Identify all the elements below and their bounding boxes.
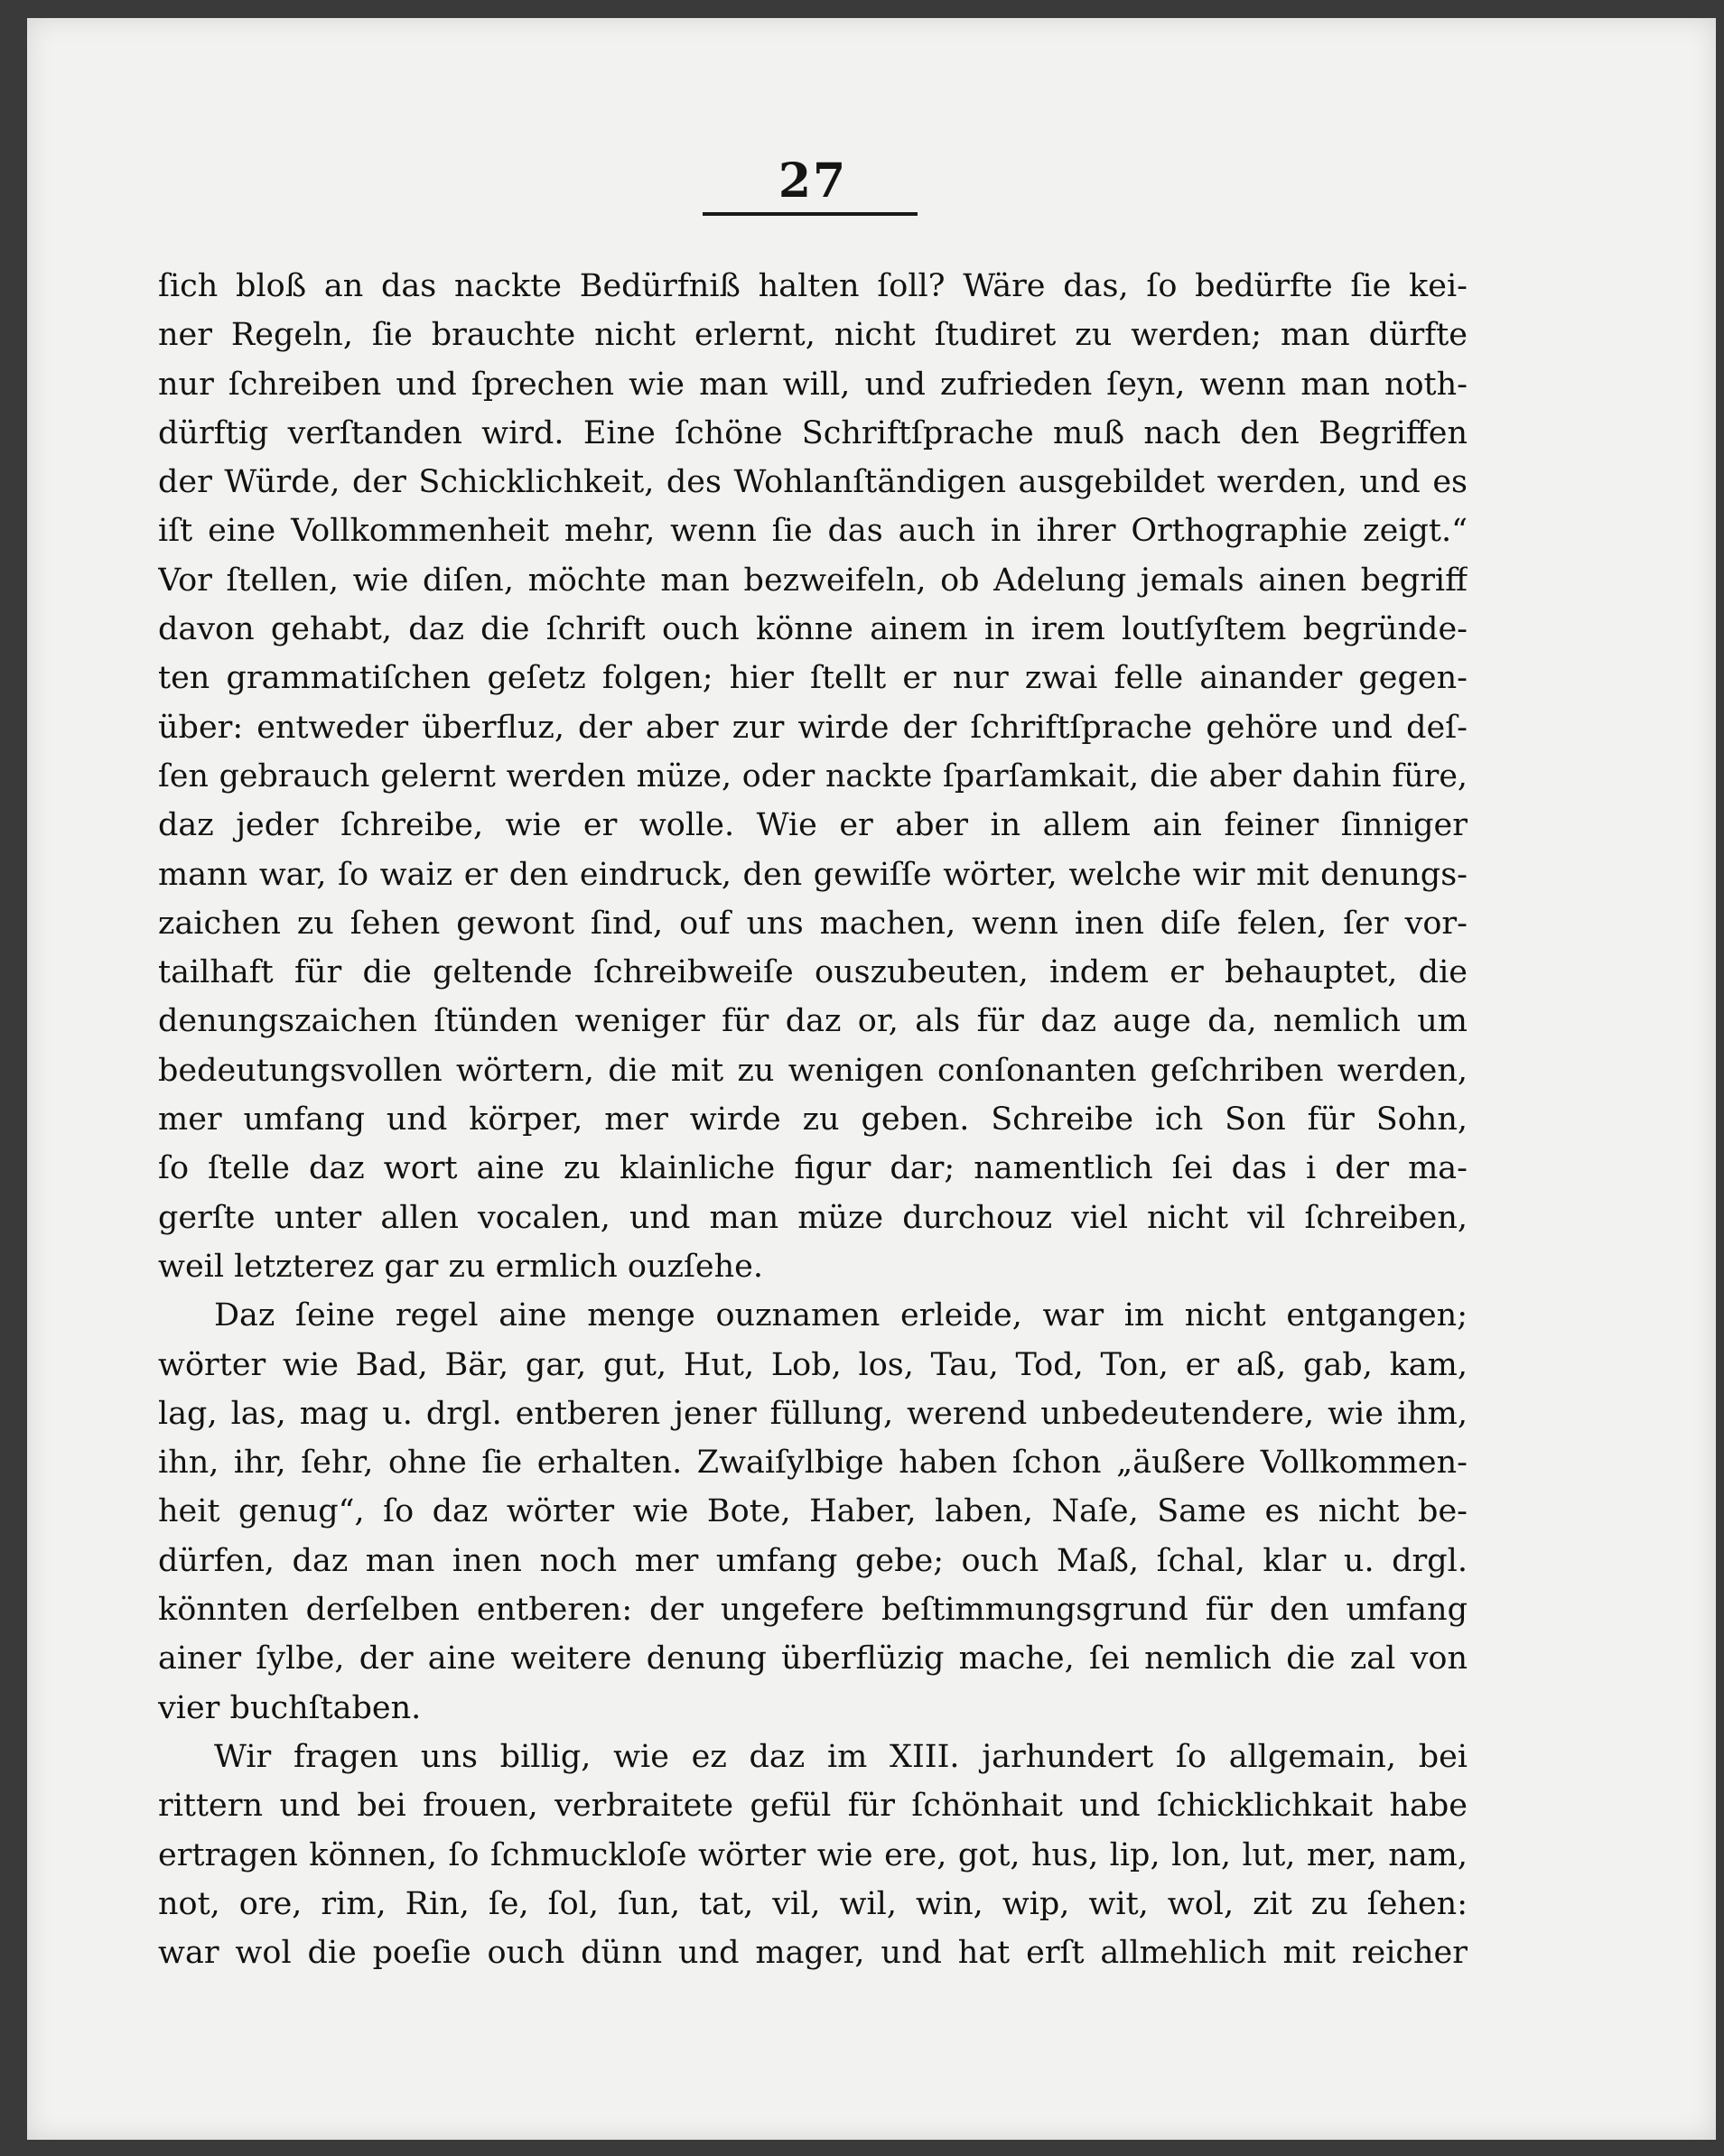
text-line: Daz ſeine regel aine menge ouznamen erleide, war im nicht entgangen; [214, 1297, 1468, 1334]
text-line: daz jeder ſchreibe, wie er wolle. Wie er aber in allem ain feiner ſinniger [158, 807, 1468, 844]
header-rule [703, 212, 918, 216]
text-line: bedeutungsvollen wörtern, die mit zu wenigen conſonanten geſchriben werden, [158, 1052, 1468, 1089]
text-line: Vor ſtellen, wie diſen, möchte man bezweifeln, ob Adelung jemals ainen begriff [158, 562, 1468, 599]
page-number: 27 [778, 153, 848, 209]
paragraph-2 [158, 1291, 1468, 1733]
text-line: ſo ſtelle daz wort aine zu klainliche figur dar; namentlich ſei das i der ma- [158, 1150, 1468, 1187]
text-line: wörter wie Bad, Bär, gar, gut, Hut, Lob, los, Tau, Tod, Ton, er aß, gab, kam, [158, 1346, 1468, 1383]
body-text [158, 262, 1468, 1977]
text-line: nur ſchreiben und ſprechen wie man will, und zufrieden ſeyn, wenn man noth- [158, 366, 1468, 403]
text-line: mann war, ſo waiz er den eindruck, den gewiſſe wörter, welche wir mit denungs- [158, 856, 1468, 893]
text-line: ainer ſylbe, der aine weitere denung überflüzig mache, ſei nemlich die zal von [158, 1640, 1468, 1677]
text-line: weil letzterez gar zu ermlich ouzſehe. [158, 1248, 764, 1285]
text-line: denungszaichen ſtünden weniger für daz or, als für daz auge da, nemlich um [158, 1003, 1468, 1040]
book-page [27, 18, 1716, 2140]
paragraph-1 [158, 262, 1468, 1291]
text-line: war wol die poeſie ouch dünn und mager, und hat erſt allmehlich mit reicher [158, 1935, 1468, 1972]
text-line: not, ore, rim, Rin, ſe, ſol, ſun, tat, vil, wil, win, wip, wit, wol, zit zu ſehen: [158, 1885, 1468, 1922]
text-line: gerſte unter allen vocalen, und man müze durchouz viel nicht vil ſchreiben, [158, 1199, 1468, 1236]
text-line: über: entweder überfluz, der aber zur wirde der ſchriftſprache gehöre und deſ- [158, 709, 1468, 746]
text-line: rittern und bei frouen, verbraitete gefül für ſchönhait und ſchicklichkait habe [158, 1788, 1468, 1825]
text-line: mer umfang und körper, mer wirde zu geben. Schreibe ich Son für Sohn, [158, 1101, 1468, 1138]
text-line: heit genug“, ſo daz wörter wie Bote, Haber, laben, Naſe, Same es nicht be- [158, 1493, 1468, 1530]
text-line: Wir fragen uns billig, wie ez daz im XIII. jarhundert ſo allgemain, bei [214, 1738, 1468, 1775]
text-line: ertragen können, ſo ſchmuckloſe wörter wie ere, got, hus, lip, lon, lut, mer, nam, [158, 1836, 1468, 1873]
text-line: vier buchſtaben. [158, 1689, 422, 1726]
text-line: iſt eine Vollkommenheit mehr, wenn ſie das auch in ihrer Orthographie zeigt.“ [158, 513, 1468, 550]
paragraph-3 [158, 1733, 1468, 1977]
text-line: ihn, ihr, ſehr, ohne ſie erhalten. Zwaiſylbige haben ſchon „äußere Vollkommen- [158, 1445, 1468, 1482]
text-line: ſich bloß an das nackte Bedürfniß halten ſoll? Wäre das, ſo bedürfte ſie kei- [158, 268, 1468, 304]
text-line: könnten derſelben entberen: der ungefere beſtimmungsgrund für den umfang [158, 1592, 1468, 1629]
text-line: dürftig verſtanden wird. Eine ſchöne Schriftſprache muß nach den Begriffen [158, 414, 1468, 451]
text-line: davon gehabt, daz die ſchrift ouch könne ainem in irem loutſyſtem begründe- [158, 611, 1468, 648]
text-line: ſen gebrauch gelernt werden müze, oder nackte ſparſamkait, die aber dahin füre, [158, 757, 1468, 795]
text-line: ner Regeln, ſie brauchte nicht erlernt, nicht ſtudiret zu werden; man dürfte [158, 317, 1468, 354]
text-line: dürfen, daz man inen noch mer umfang gebe; ouch Maß, ſchal, klar u. drgl. [158, 1542, 1468, 1579]
text-line: der Würde, der Schicklichkeit, des Wohlanſtändigen ausgebildet werden, und es [158, 464, 1468, 501]
text-line: zaichen zu ſehen gewont ſind, ouf uns machen, wenn inen diſe felen, ſer vor- [158, 905, 1468, 942]
text-line: ten grammatiſchen geſetz folgen; hier ſtellt er nur zwai felle ainander gegen- [158, 660, 1468, 697]
text-line: tailhaft für die geltende ſchreibweiſe ouszubeuten, indem er behauptet, die [158, 954, 1468, 991]
text-line: lag, las, mag u. drgl. entberen jener füllung, werend unbedeutendere, wie ihm, [158, 1395, 1468, 1432]
